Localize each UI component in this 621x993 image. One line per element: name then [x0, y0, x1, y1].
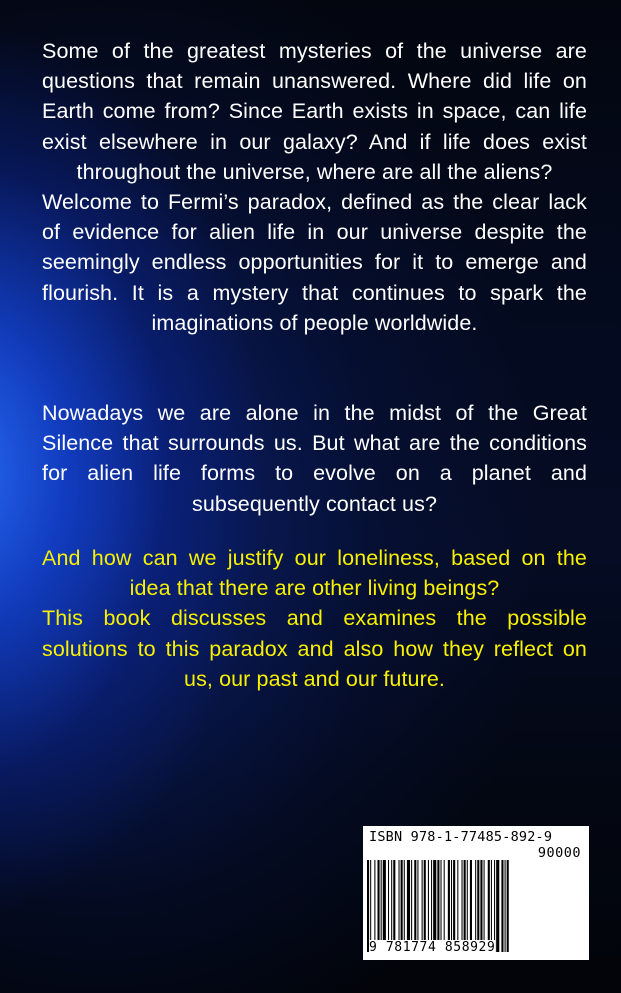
barcode-bar	[464, 860, 466, 952]
barcode-bar	[441, 860, 442, 952]
book-discussion-text: This book discusses and examines the possible solutions to this paradox and also how they reflect on us, our past and our future.	[42, 606, 587, 691]
barcode-bar	[424, 860, 426, 952]
loneliness-question-text: And how can we justify our loneliness, based on the idea that there are other living beings?	[42, 546, 587, 601]
intro-paragraph-block	[42, 36, 587, 338]
barcode-bar	[431, 860, 432, 952]
barcode-bar	[407, 860, 410, 952]
barcode-bar	[453, 860, 455, 952]
fermi-paradox-text: Welcome to Fermi’s paradox, defined as the clear lack of evidence for alien life in our universe despite the seemingly endless opportunities for it to emerge and flourish. It is a mystery that continues to spark the imaginations of people worldwide.	[42, 190, 587, 335]
barcode-bar	[378, 860, 380, 952]
barcode-bar	[393, 860, 395, 952]
barcode-bar	[444, 860, 445, 952]
barcode-bar	[488, 860, 490, 952]
book-summary-paragraph	[42, 543, 587, 694]
barcode-bar	[401, 860, 403, 952]
barcode-bar	[437, 860, 439, 952]
barcode-bar	[404, 860, 405, 952]
barcode-bar	[480, 860, 482, 952]
barcode-bar	[491, 860, 492, 952]
isbn-barcode	[363, 826, 589, 960]
barcode-bar	[507, 860, 509, 952]
barcode-bar	[475, 860, 476, 952]
barcode-bar	[457, 860, 458, 952]
barcode-bar	[383, 860, 386, 952]
barcode-bar	[448, 860, 450, 952]
barcode-bar	[388, 860, 389, 952]
barcode-bar	[462, 860, 463, 952]
price-code: 90000	[537, 845, 581, 861]
barcode-bar	[399, 860, 400, 952]
barcode-bar	[477, 860, 479, 952]
barcode-bar	[467, 860, 468, 952]
barcode-bar	[414, 860, 416, 952]
barcode-digits: 9 781774 858929	[369, 940, 496, 955]
great-silence-paragraph	[42, 398, 587, 519]
great-silence-text: Nowadays we are alone in the midst of the Great Silence that surrounds us. But what are the conditions for alien life forms to evolve on a planet and subsequently contact us?	[42, 401, 587, 516]
barcode-bar	[370, 860, 371, 952]
barcode-bar	[374, 860, 375, 952]
barcode-bars	[367, 860, 585, 952]
barcode-bar	[417, 860, 418, 952]
barcode-bar	[428, 860, 429, 952]
barcode-bar	[433, 860, 436, 952]
barcode-bar	[381, 860, 382, 952]
isbn-label: ISBN 978-1-77485-892-9	[369, 829, 553, 845]
barcode-bar	[367, 860, 369, 952]
barcode-bar	[451, 860, 452, 952]
barcode-bar	[422, 860, 423, 952]
barcode-bar	[501, 860, 503, 952]
barcode-bar	[494, 860, 495, 952]
intro-questions-text: Some of the greatest mysteries of the universe are questions that remain unanswered. Where did life on Earth come from? Since Earth exists in space, can life exist elsewhere in our galaxy? And if life does exist throughout the universe, where are all the aliens?	[42, 39, 587, 184]
barcode-bar	[391, 860, 392, 952]
barcode-bar	[411, 860, 412, 952]
barcode-bar	[496, 860, 499, 952]
barcode-bar	[505, 860, 506, 952]
barcode-bar	[484, 860, 485, 952]
barcode-bar	[470, 860, 472, 952]
